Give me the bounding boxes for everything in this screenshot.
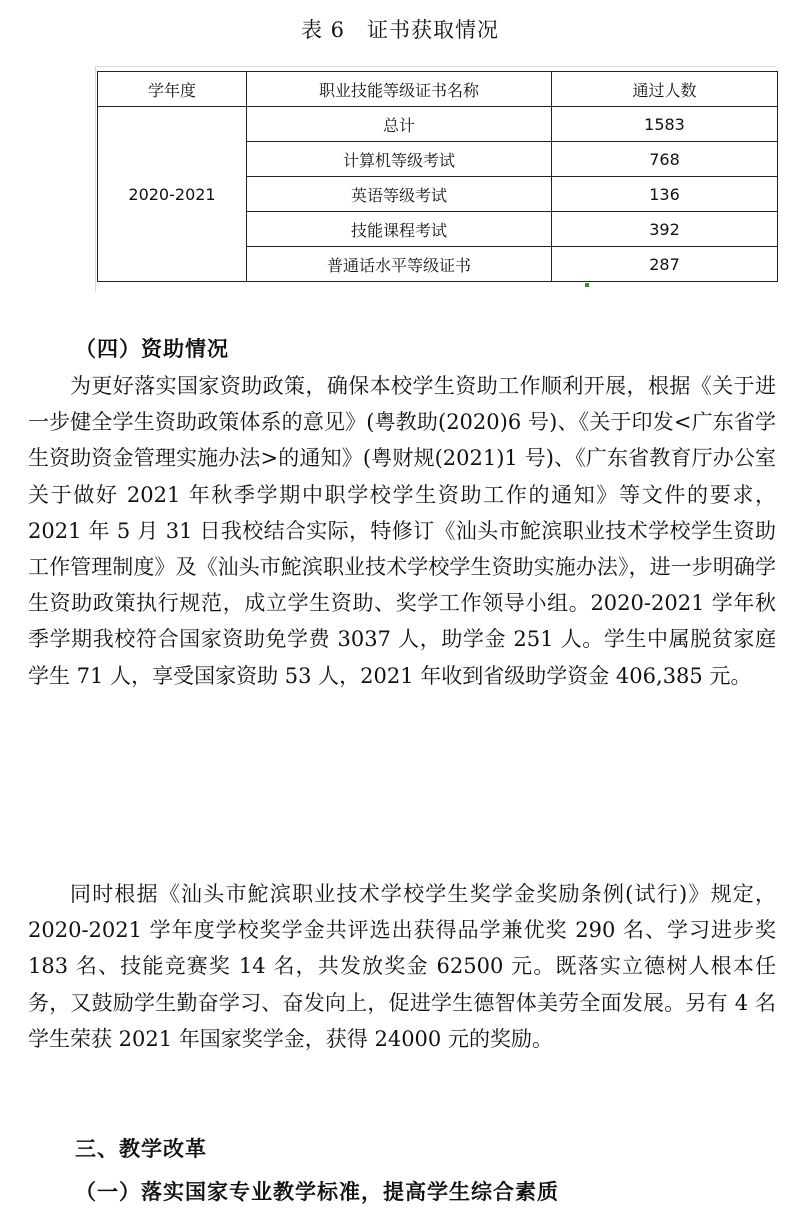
section-heading-teaching-reform: 三、教学改革 bbox=[75, 1136, 207, 1161]
table-header-row bbox=[98, 72, 778, 107]
table-caption-number: 表 6 bbox=[300, 18, 346, 42]
certificate-name-cell: 普通话水平等级证书 bbox=[247, 247, 552, 282]
pass-count-cell: 287 bbox=[552, 247, 778, 282]
pass-count-cell: 768 bbox=[552, 142, 778, 177]
year-cell: 2020-2021 bbox=[98, 107, 247, 282]
section-heading-funding: （四）资助情况 bbox=[75, 336, 229, 361]
table-caption-title: 证书获取情况 bbox=[367, 18, 500, 42]
pass-count-cell: 392 bbox=[552, 212, 778, 247]
certificate-name-cell: 英语等级考试 bbox=[247, 177, 552, 212]
certificate-name-cell: 总计 bbox=[247, 107, 552, 142]
header-pass-count: 通过人数 bbox=[552, 72, 778, 107]
certificate-table bbox=[97, 71, 778, 282]
certificate-name-cell: 技能课程考试 bbox=[247, 212, 552, 247]
header-year: 学年度 bbox=[98, 72, 247, 107]
cell-marker bbox=[585, 283, 589, 287]
paragraph-funding-policy: 为更好落实国家资助政策，确保本校学生资助工作顺利开展，根据《关于进一步健全学生资助政策体系的意见》(粤教助(2020)6 号)、《关于印发<广东省学生资助资金管理实施办法>的通知》(粤财规(2021)1 号)、《广东省教育厅办公室关于做好 2021 年秋季学期中职学校学生资助工作的通知》等文件的要求，2021 年 5 月 31 日我校结合实际，特修订《汕头市鮀滨职业技术学校学生资助工作管理制度》及《汕头市鮀滨职业技术学校学生资助实施办法》，进一步明确学生资助政策执行规范，成立学生资助、奖学工作领导小组。2020-2021 学年秋季学期我校符合国家资助免学费 3037 人，助学金 251 人。学生中属脱贫家庭学生 71 人，享受国家资助 53 人，2021 年收到省级助学资金 406,385 元。 bbox=[28, 374, 776, 688]
subsection-heading-standards: （一）落实国家专业教学标准，提高学生综合素质 bbox=[75, 1179, 559, 1204]
table-row bbox=[98, 107, 778, 142]
pass-count-cell: 136 bbox=[552, 177, 778, 212]
header-certificate-name: 职业技能等级证书名称 bbox=[247, 72, 552, 107]
table-caption bbox=[0, 14, 800, 44]
certificate-name-cell: 计算机等级考试 bbox=[247, 142, 552, 177]
paragraph-scholarship: 同时根据《汕头市鮀滨职业技术学校学生奖学金奖励条例(试行)》规定，2020-2021 学年度学校奖学金共评选出获得品学兼优奖 290 名、学习进步奖 183 名、技能竞赛奖 14 名，共发放奖金 62500 元。既落实立德树人根本任务，又鼓励学生勤奋学习、奋发向上，促进学生德智体美劳全面发展。另有 4 名学生荣获 2021 年国家奖学金，获得 24000 元的奖励。 bbox=[28, 882, 776, 1051]
pass-count-cell: 1583 bbox=[552, 107, 778, 142]
